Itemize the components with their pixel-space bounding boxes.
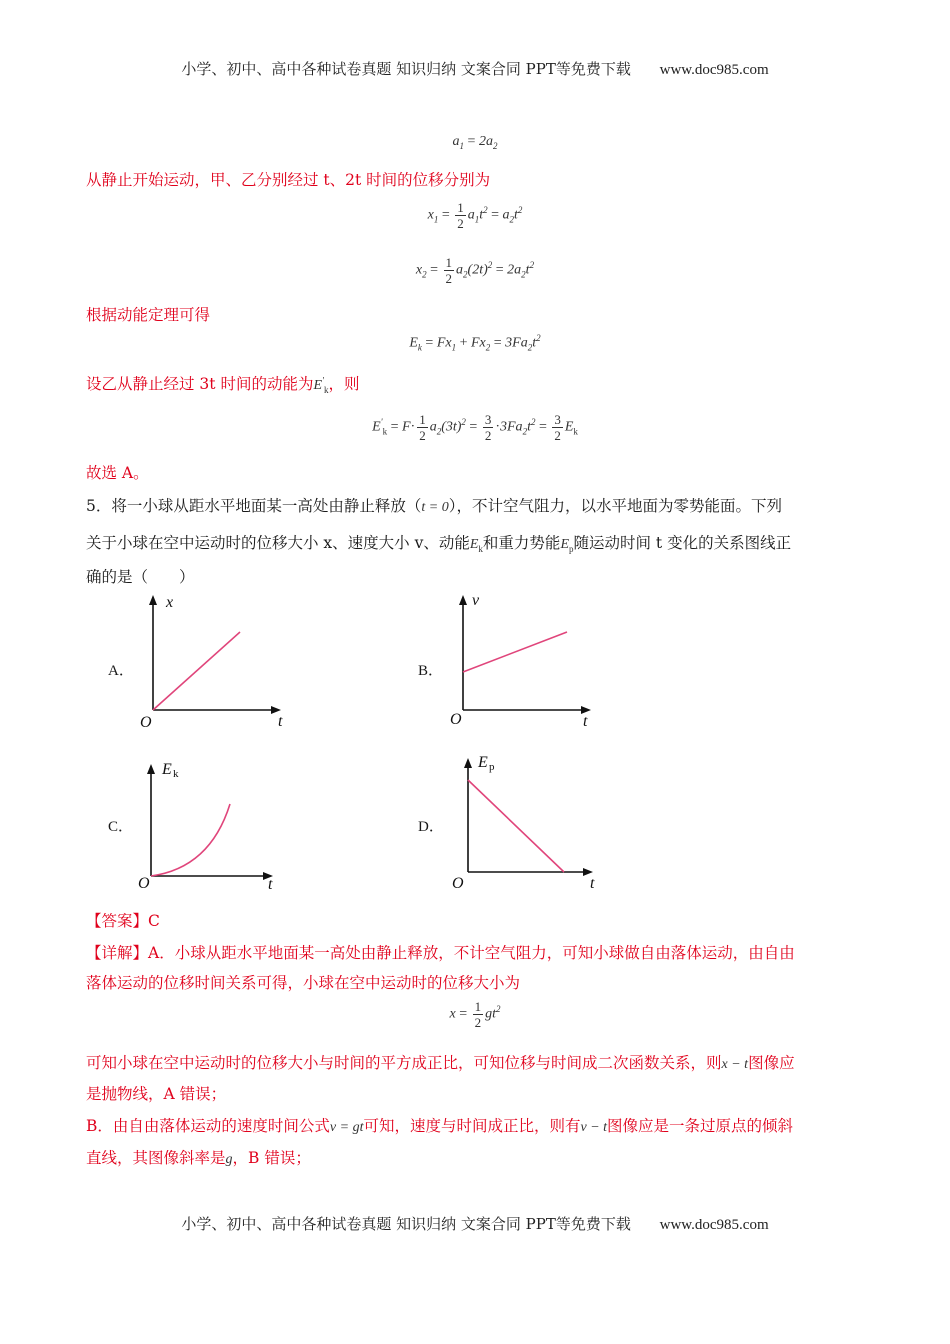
option-b-y-arrow: [459, 595, 467, 605]
solution-line-3b: ，则: [328, 375, 360, 393]
option-c-y-sub: k: [173, 768, 179, 780]
footer-text: 小学、初中、高中各种试卷真题 知识归纳 文案合同 PPT等免费下载: [181, 1215, 631, 1233]
option-c-y-label: E: [162, 761, 172, 778]
question-line-2b: 和重力势能: [482, 534, 561, 552]
page-footer: [0, 1213, 950, 1234]
v-gt-symbol: v = gt: [329, 1120, 364, 1135]
option-d-y-sub: p: [489, 761, 495, 773]
option-a-label[interactable]: A．: [108, 663, 134, 679]
explanation-b1c: 图像应是一条过原点的倾斜: [607, 1117, 794, 1135]
ek-symbol: $E_k$: [469, 537, 483, 554]
question-line-2: [86, 531, 791, 554]
explanation-line-3: [86, 1051, 795, 1073]
option-a-y-arrow: [149, 595, 157, 605]
option-b-graph: [440, 592, 610, 732]
equation-x2: $x_2$ = $\frac{1}{2}$ $a_2(2t)^2 = 2a_2t^2$: [415, 255, 535, 286]
question-line-3: 确的是（ ）: [86, 568, 195, 586]
x-t-symbol: x − t: [721, 1057, 749, 1072]
g-symbol: g: [225, 1152, 233, 1167]
footer-site-link[interactable]: www.doc985.com: [659, 1217, 769, 1233]
question-line-2c: 随运动时间 t 变化的关系图线正: [573, 534, 792, 552]
option-b-origin: O: [450, 711, 462, 728]
option-d-origin: O: [452, 875, 464, 892]
option-d-graph: [440, 752, 610, 892]
option-c-y-arrow: [147, 764, 155, 774]
option-d-label[interactable]: D．: [418, 819, 444, 835]
equation-x-half-gt2: x = $\frac{1}{2}$ $gt^2$: [449, 999, 501, 1030]
answer-tag: 【答案】: [86, 912, 149, 930]
answer-value: C: [148, 912, 160, 930]
solution-line-4: 故选 A。: [86, 464, 149, 482]
question-line-1a: 5．将一小球从距水平地面某一高处由静止释放（: [86, 497, 422, 515]
header-text: 小学、初中、高中各种试卷真题 知识归纳 文案合同 PPT等免费下载: [181, 60, 631, 78]
answer-line: [86, 909, 160, 931]
ek-prime-symbol: $E'_k$: [313, 375, 329, 395]
page-header: [0, 58, 950, 79]
explanation-line-4: 是抛物线，A 错误；: [86, 1085, 227, 1103]
explanation-a1: A．小球从距水平地面某一高处由静止释放，不计空气阻力，可知小球做自由落体运动，由自由: [148, 944, 795, 962]
explanation-line-6: [86, 1146, 311, 1168]
explanation-a3a: 可知小球在空中运动时的位移大小与时间的平方成正比，可知位移与时间成二次函数关系，则: [86, 1054, 722, 1072]
option-b-line: [463, 632, 567, 672]
option-d-line: [468, 780, 564, 872]
equation-ek-prime: $E'_k = F\cdot$ $\frac{1}{2}$ $a_2(3t)^2$ = $\frac{3}{2}$ $\cdot 3Fa_2t^2$ = $\frac{3}{2}$ $E_k$: [372, 412, 578, 443]
option-d-y-label: E: [478, 754, 488, 771]
solution-line-3a: 设乙从静止经过 3t 时间的动能为: [86, 375, 314, 393]
solution-line-1: 从静止开始运动，甲、乙分别经过 t、2t 时间的位移分别为: [86, 171, 491, 189]
v-t-symbol: v − t: [580, 1120, 608, 1135]
option-c-graph: [130, 758, 300, 898]
explanation-a3b: 图像应: [748, 1054, 795, 1072]
equation-a1-a2: $a_1 = 2a_2$: [452, 134, 498, 151]
option-a-x-label: t: [278, 713, 283, 730]
option-d-y-arrow: [464, 758, 472, 768]
explanation-line-5: [86, 1114, 793, 1136]
explanation-line-2: 落体运动的位移时间关系可得，小球在空中运动时的位移大小为: [86, 974, 521, 992]
explanation-b1a: B．由自由落体运动的速度时间公式: [86, 1117, 330, 1135]
option-b-x-label: t: [583, 713, 588, 730]
explanation-line-1: [86, 941, 795, 963]
option-c-origin: O: [138, 875, 150, 892]
question-line-1: [86, 494, 782, 516]
solution-line-2: 根据动能定理可得: [86, 306, 211, 324]
option-a-y-label: x: [166, 594, 174, 611]
question-line-1b: ），不计空气阻力，以水平地面为零势能面。下列: [448, 497, 782, 515]
option-a-origin: O: [140, 714, 152, 731]
explanation-tag: 【详解】: [86, 944, 149, 962]
explanation-b2b: ，B 错误；: [232, 1149, 311, 1167]
option-b-label[interactable]: B．: [418, 663, 444, 679]
question-condition: t = 0: [421, 500, 449, 515]
option-c-x-label: t: [268, 876, 273, 893]
option-a-line: [153, 632, 240, 710]
explanation-b2a: 直线，其图像斜率是: [86, 1149, 226, 1167]
option-a-graph: [130, 592, 300, 732]
equation-ek: $E_k = Fx_1 + Fx_2 = 3Fa_2t^2$: [409, 333, 541, 353]
explanation-b1b: 可知，速度与时间成正比，则有: [363, 1117, 581, 1135]
option-d-x-label: t: [590, 875, 595, 892]
solution-line-3: [86, 372, 359, 395]
equation-x1: $x_1$ = $\frac{1}{2}$ $a_1t^2 = a_2t^2$: [427, 200, 523, 231]
option-b-y-label: v: [472, 592, 480, 609]
question-line-2a: 关于小球在空中运动时的位移大小 x、速度大小 v、动能: [86, 534, 470, 552]
option-c-label[interactable]: C．: [108, 819, 134, 835]
option-c-curve: [151, 804, 230, 876]
ep-symbol: $E_p$: [560, 537, 574, 554]
header-site-link[interactable]: www.doc985.com: [659, 62, 769, 78]
